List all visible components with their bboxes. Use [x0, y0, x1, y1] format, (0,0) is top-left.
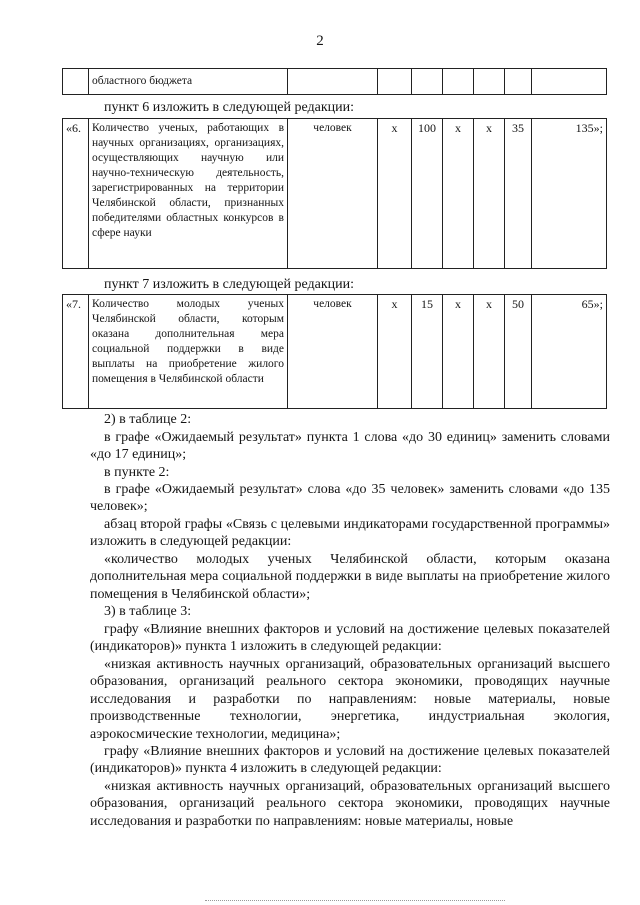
table-row [63, 119, 607, 269]
paragraph-2: в графе «Ожидаемый результат» пункта 1 слова «до 30 единиц» заменить словами «до 17 единиц»; [90, 430, 610, 463]
paragraph-4: в графе «Ожидаемый результат» слова «до 35 человек» заменить словами «до 135 человек»; [90, 482, 610, 515]
cell-v2: 15 [412, 295, 443, 409]
row-name: Количество ученых, работающих в научных организациях, организациях, осуществляющих научную или научно-техническую деятельность, зарегистрированных на территории Челябинской области, признанных победителями областных конкурсов в сфере науки [89, 119, 288, 269]
cell-v3: х [443, 295, 474, 409]
paragraph-10: графу «Влияние внешних факторов и условий на достижение целевых показателей (индикаторов)» пункта 4 изложить в следующей редакции: [90, 744, 610, 777]
caption-item-6: пункт 6 изложить в следующей редакции: [104, 100, 354, 115]
row-number [63, 69, 89, 95]
row-number: «7. [63, 295, 89, 409]
page-number: 2 [316, 33, 324, 49]
cell-v1: х [378, 119, 412, 269]
table-row-7 [62, 294, 607, 409]
row-name: Количество молодых ученых Челябинской области, которым оказана дополнительная мера социальной поддержки в виде выплаты на приобретение жилого помещения в Челябинской области [89, 295, 288, 409]
paragraph-9: «низкая активность научных организаций, образовательных организаций высшего образования, организаций реального сектора экономики, проводящих научные исследования и разработки по направлениям: новые материалы, новые производственные технологии, энергетика, индустриальная экология, аэрокосмические технологии, медицина»; [90, 657, 610, 742]
row-unit: человек [288, 295, 378, 409]
paragraph-5: абзац второй графы «Связь с целевыми индикаторами государственной программы» изложить в следующей редакции: [90, 517, 610, 550]
caption-item-7: пункт 7 изложить в следующей редакции: [104, 277, 354, 292]
cell-v1: х [378, 295, 412, 409]
cell-v5: 35 [505, 119, 532, 269]
table-continuation [62, 68, 607, 95]
paragraph-1: 2) в таблице 2: [104, 412, 192, 427]
row-number: «6. [63, 119, 89, 269]
cell-v2: 100 [412, 119, 443, 269]
paragraph-6: «количество молодых ученых Челябинской области, которым оказана дополнительная мера социальной поддержки в виде выплаты на приобретение жилого помещения в Челябинской области»; [90, 552, 610, 602]
paragraph-11: «низкая активность научных организаций, образовательных организаций высшего образования, организаций реального сектора экономики, проводящих научные исследования и разработки по направлениям: новые материалы, новые [90, 779, 610, 829]
cell-v6: 135»; [532, 119, 607, 269]
cell-v3: х [443, 119, 474, 269]
row-unit: человек [288, 119, 378, 269]
cell-v5: 50 [505, 295, 532, 409]
paragraph-7: 3) в таблице 3: [104, 604, 192, 619]
table-row [63, 69, 607, 95]
scan-artifact-line [205, 900, 505, 901]
row-name: областного бюджета [89, 69, 288, 95]
table-row-6 [62, 118, 607, 269]
paragraph-8: графу «Влияние внешних факторов и условий на достижение целевых показателей (индикаторов)» пункта 1 изложить в следующей редакции: [90, 622, 610, 655]
cell-v4: х [474, 119, 505, 269]
table-row [63, 295, 607, 409]
cell-v4: х [474, 295, 505, 409]
cell-v6: 65»; [532, 295, 607, 409]
paragraph-3: в пункте 2: [104, 465, 170, 480]
